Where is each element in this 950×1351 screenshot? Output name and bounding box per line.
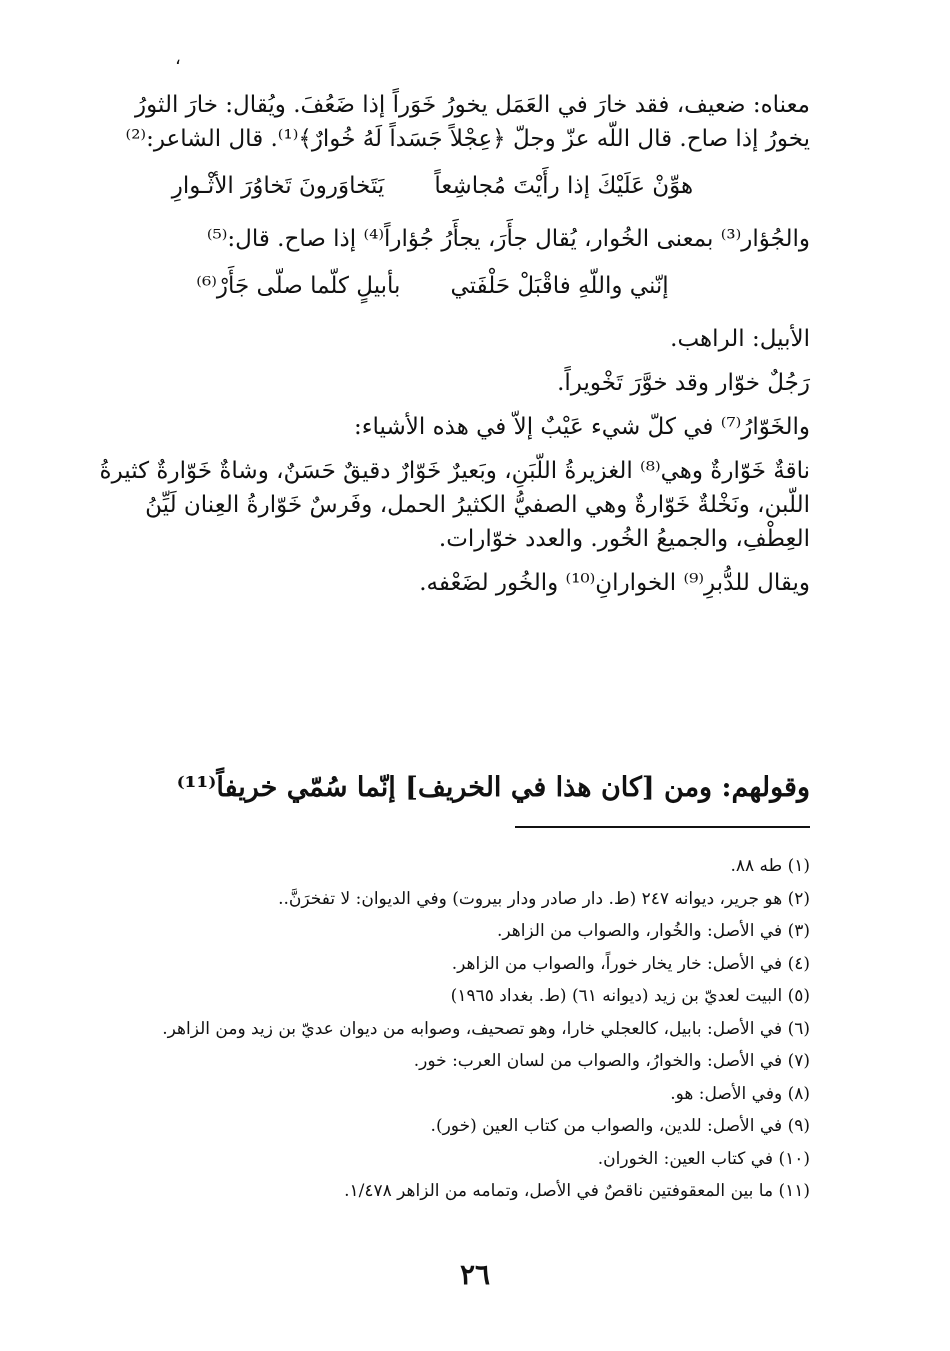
main-text <box>95 88 810 610</box>
footnote-2: (٢) هو جرير، ديوانه ٢٤٧ (ط. دار صادر ودار بيروت) وفي الديوان: لا تفخرَنَّ.. <box>278 888 810 909</box>
top-mark: ، <box>175 48 181 69</box>
section-heading: وقولهم: ومن [كان هذا في الخريف] إنّما سُمّي خريفاً⁽¹¹⁾ <box>176 772 810 803</box>
footnotes <box>110 850 810 1208</box>
footnote-10: (١٠) في كتاب العين: الخوران. <box>597 1148 810 1169</box>
footnote-11: (١١) ما بين المعقوفتين ناقصٌ في الأصل، وتمامه من الزاهر ١/٤٧٨. <box>344 1181 810 1201</box>
line-abil: الأبيل: الراهب. <box>670 326 810 352</box>
verse-1 <box>95 166 810 206</box>
paragraph-4: ويقال للدُّبرِ⁽⁹⁾ الخوارانِ⁽¹⁰⁾ والخُور لضَعْفه. <box>419 570 810 596</box>
footnote-divider <box>515 826 810 828</box>
footnote-4: (٤) في الأصل: خار يخار خوراً، والصواب من الزاهر. <box>451 953 810 974</box>
footnote-7: (٧) في الأصل: والخوارُ، والصواب من لسان العرب: خور. <box>413 1051 810 1071</box>
footnote-3: (٣) في الأصل: والخُوار، والصواب من الزاهر. <box>496 921 810 941</box>
footnote-9: (٩) في الأصل: للدين، والصواب من كتاب العين (خور). <box>430 1116 810 1136</box>
footnote-8: (٨) وفي الأصل: هو. <box>670 1083 810 1104</box>
paragraph-2: والجُؤار⁽³⁾ بمعنى الخُوار، يُقال جأَرَ، يجأَرُ جُؤاراً⁽⁴⁾ إذا صاح. قال:⁽⁵⁾ <box>206 226 810 252</box>
footnote-1: (١) طه ٨٨. <box>730 856 810 876</box>
verse-1-hemistich-1: هوِّنْ عَلَيْكَ إذا رأَيْتَ مُجاشِعاً <box>434 173 694 199</box>
page-number: ٢٦ <box>459 1258 491 1291</box>
paragraph-3: ناقةٌ خَوّارةٌ وهي⁽⁸⁾ الغزيرةُ اللّبَنِ، وبَعيرٌ خَوّارٌ دقيقٌ حَسَنٌ، وشاةٌ خَوّارةٌ كثيرةُ اللّبن، ونَخْلةٌ خَوّارةٌ وهي الصفيُّ الكثيرُ الحمل، وفَرسٌ خَوّارةُ العِنان لَيِّنُ العِطْفِ، والجميعُ الخُور. والعدد خوّارات. <box>99 458 810 552</box>
paragraph-1: معناه: ضعيف، فقد خارَ في العَمَل يخورُ خَوَراً إذا ضَعُفَ. ويُقال: خارَ الثورُ يخورُ إذا صاح. قال اللّه عزّ وجلّ ﴿عِجْلاً جَسَداً لَهُ خُوارٌ﴾⁽¹⁾. قال الشاعر:⁽²⁾ <box>125 92 810 152</box>
verse-2 <box>95 266 810 306</box>
verse-2-hemistich-1: إنّني واللّهِ فاقْبَلْ حَلْفَتي <box>450 273 669 299</box>
footnote-6: (٦) في الأصل: بابيل، كالعجلي خارا، وهو تصحيف، وصوابه من ديوان عديّ بن زيد ومن الزاهر. <box>162 1018 810 1039</box>
line-khawwar: رَجُلٌ خوّار وقد خوَّرَ تَخْويراً. <box>557 370 810 396</box>
footnote-5: (٥) البيت لعديّ بن زيد (ديوانه ٦١) (ط. بغداد ١٩٦٥) <box>450 986 810 1006</box>
verse-2-hemistich-2: بأبيلٍ كلّما صلّى جَأَرْ⁽⁶⁾ <box>196 273 401 299</box>
verse-1-hemistich-2: يَتَخاوَرونَ تَخاوُرَ الأثْـوارِ <box>171 173 385 199</box>
line-exceptions: والخَوّارُ⁽⁷⁾ في كلّ شيء عَيْبٌ إلاّ في هذه الأشياء: <box>353 414 810 440</box>
